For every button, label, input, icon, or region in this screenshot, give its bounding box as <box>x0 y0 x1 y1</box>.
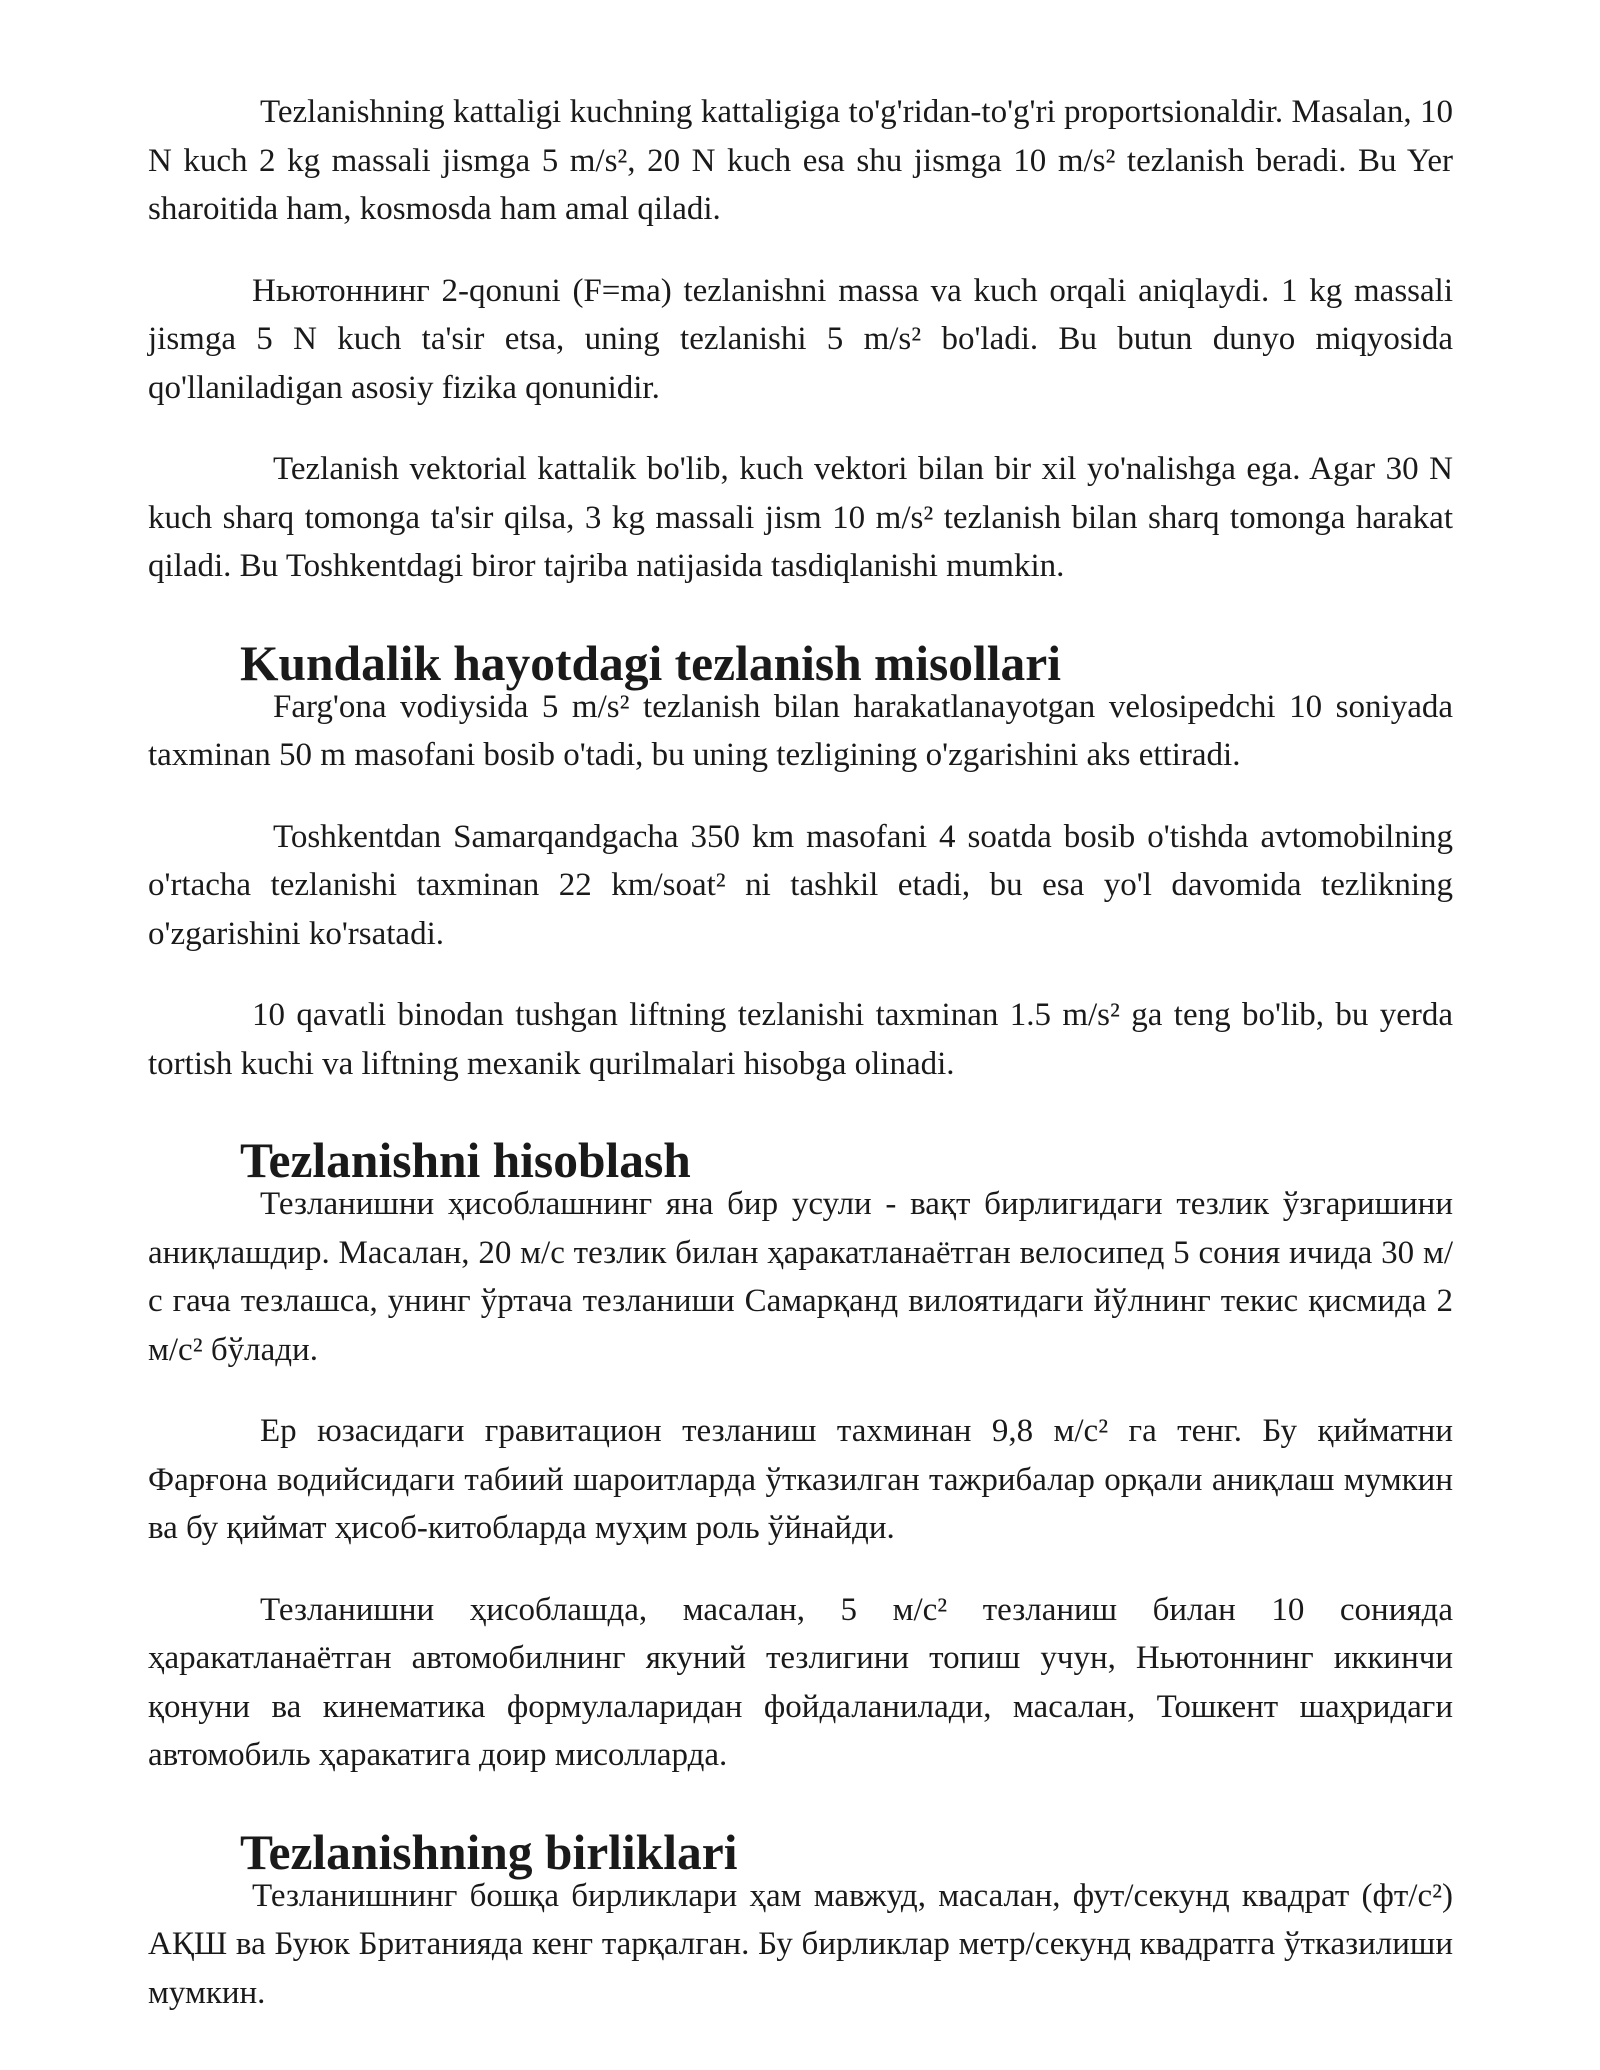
paragraph-vector-quantity: Tezlanish vektorial kattalik bo'lib, kuch vektori bilan bir xil yo'nalishga ega. Agar 30 N kuch sharq tomonga ta'sir qilsa, 3 kg massali jism 10 m/s² tezlanish bilan sharq tomonga harakat qiladi. Bu Toshkentdagi biror tajriba natijasida tasdiqlanishi mumkin. <box>148 451 1453 584</box>
paragraph-final-velocity: Тезланишни ҳисоблашда, масалан, 5 м/с² тезланиш билан 10 сонияда ҳаракатланаётган автомобилнинг якуний тезлигини топиш учун, Ньютоннинг иккинчи қонуни ва кинематика формулаларидан фойдаланилади, масалан, Тошкент шаҳридаги автомобиль ҳаракатига доир мисолларда. <box>148 1591 1453 1773</box>
paragraph-car-example: Toshkentdan Samarqandgacha 350 km masofani 4 soatda bosib o'tishda avtomobilning o'rtacha tezlanishi taxminan 22 km/soat² ni tashkil etadi, bu esa yo'l davomida tezlikning o'zgarishini ko'rsatadi. <box>148 818 1453 952</box>
paragraph-proportionality: Tezlanishning kattaligi kuchning kattaligiga to'g'ridan-to'g'ri proportsionaldir. Masalan, 10 N kuch 2 kg massali jismga 5 m/s², 20 N kuch esa shu jismga 10 m/s² tezlanish beradi. Bu Yer sharoitida ham, kosmosda ham amal qiladi. <box>148 94 1453 227</box>
document-page <box>148 88 1453 2017</box>
paragraph-cyclist-example: Farg'ona vodiysida 5 m/s² tezlanish bilan harakatlanayotgan velosipedchi 10 soniyada taxminan 50 m masofani bosib o'tadi, bu uning tezligining o'zgarishini aks ettiradi. <box>148 688 1453 773</box>
heading-units: Tezlanishning birliklari <box>240 1824 738 1880</box>
paragraph-other-units: Тезланишнинг бошқа бирликлари ҳам мавжуд, масалан, фут/секунд квадрат (фт/с²) АҚШ ва Буюк Британияда кенг тарқалган. Бу бирликлар метр/секунд квадратга ўтказилиши мумкин. <box>148 1877 1453 2011</box>
heading-everyday-examples: Kundalik hayotdagi tezlanish misollari <box>240 635 1062 691</box>
paragraph-newton-second-law: Ньютоннинг 2-qonuni (F=ma) tezlanishni massa va kuch orqali aniqlaydi. 1 kg massali jismga 5 N kuch ta'sir etsa, uning tezlanishi 5 m/s² bo'ladi. Bu butun dunyo miqyosida qo'llaniladigan asosiy fizika qonunidir. <box>148 272 1453 406</box>
paragraph-elevator-example: 10 qavatli binodan tushgan liftning tezlanishi taxminan 1.5 m/s² ga teng bo'lib, bu yerda tortish kuchi va liftning mexanik qurilmalari hisobga olinadi. <box>148 997 1453 1082</box>
heading-calculation: Tezlanishni hisoblash <box>240 1133 691 1188</box>
paragraph-velocity-change: Тезланишни ҳисоблашнинг яна бир усули - вақт бирлигидаги тезлик ўзгаришини аниқлашдир. Масалан, 20 м/с тезлик билан ҳаракатланаётган велосипед 5 сония ичида 30 м/с гача тезлашса, унинг ўртача тезланиши Самарқанд вилоятидаги йўлнинг текис қисмида 2 м/с² бўлади. <box>148 1186 1453 1368</box>
paragraph-gravity: Ер юзасидаги гравитацион тезланиш тахминан 9,8 м/с² га тенг. Бу қийматни Фарғона водийсидаги табиий шароитларда ўтказилган тажрибалар орқали аниқлаш мумкин ва бу қиймат ҳисоб-китобларда муҳим роль ўйнайди. <box>148 1413 1453 1546</box>
